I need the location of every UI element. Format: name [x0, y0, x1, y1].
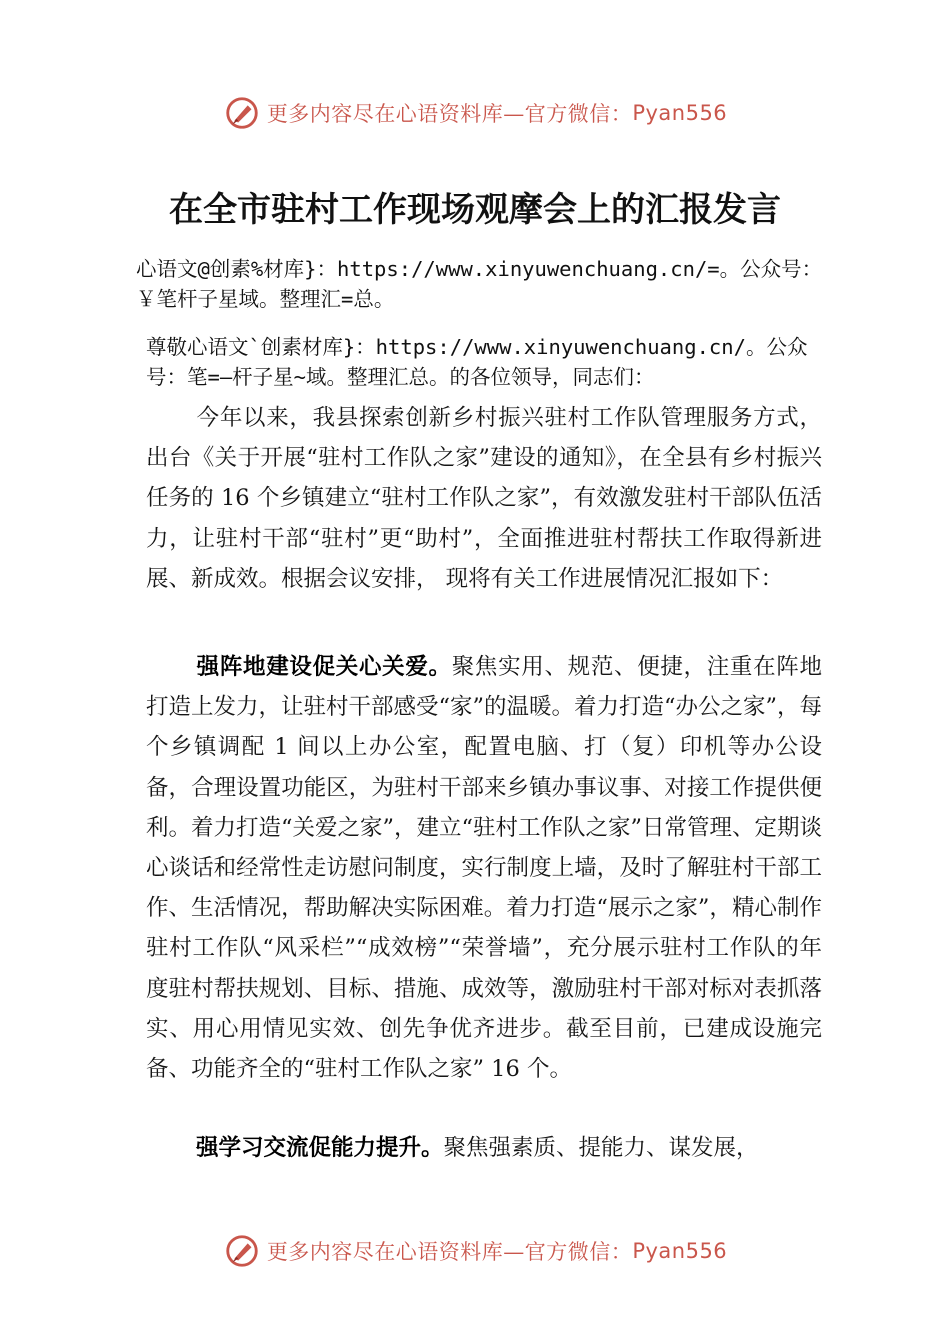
section-2-heading: 强学习交流促能力提升。 — [196, 1135, 444, 1161]
pen-nib-logo-icon — [223, 1232, 261, 1270]
section-1-body: 聚焦实用、规范、便捷，注重在阵地打造上发力，让驻村干部感受“家”的温暖。着力打造“办公之家”，每个乡镇调配 1 间以上办公室，配置电脑、打（复）印机等办公设备，合理设置功能区，为驻村干部来乡镇办事议事、对接工作提供便利。着力打造“关爱之家”，建立“驻村工作队之家”日常管理、定期谈心谈话和经常性走访慰问制度，实行制度上墙，及时了解驻村干部工作、生活情况，帮助解决实际困难。着力打造“展示之家”，精心制作驻村工作队“风采栏”“成效榜”“荣誉墙”，充分展示驻村工作队的年度驻村帮扶规划、目标、措施、成效等，激励驻村干部对标对表抓落实、用心用情见实效、创先争优齐进步。截至目前，已建成设施完备、功能齐全的“驻村工作队之家” 16 个。 — [146, 654, 823, 1083]
section-2-body: 聚焦强素质、提能力、谋发展， — [443, 1135, 759, 1161]
source-line: 心语文@创素%材库}：https://www.xinyuwenchuang.cn/=。公众号：￥笔杆子星域。整理汇=总。 — [136, 257, 823, 311]
footer-banner — [0, 1232, 950, 1270]
intro-paragraph — [146, 398, 822, 599]
banner-wechat-id: Pyan556 — [632, 101, 728, 125]
banner-text: 更多内容尽在心语资料库—官方微信： — [266, 1240, 633, 1264]
section-2-paragraph — [146, 1128, 822, 1168]
pen-nib-logo-icon — [223, 94, 261, 132]
salutation: 尊敬心语文`创素材库}：https://www.xinyuwenchuang.cn/。公众号：笔=—杆子星~域。整理汇总。的各位领导，同志们： — [146, 335, 808, 389]
header-banner — [0, 94, 950, 132]
banner-text: 更多内容尽在心语资料库—官方微信： — [266, 102, 633, 126]
section-1-heading: 强阵地建设促关心关爱。 — [196, 654, 452, 680]
document-title: 在全市驻村工作现场观摩会上的汇报发言 — [169, 190, 781, 230]
section-1-paragraph — [146, 647, 822, 1089]
banner-wechat-id: Pyan556 — [632, 1239, 728, 1263]
intro-text: 今年以来，我县探索创新乡村振兴驻村工作队管理服务方式，出台《关于开展“驻村工作队之家”建设的通知》，在全县有乡村振兴任务的 16 个乡镇建立“驻村工作队之家”，有效激发驻村干部队伍活力，让驻村干部“驻村”更“助村”，全面推进驻村帮扶工作取得新进展、新成效。根据会议安排， 现将有关工作进展情况汇报如下： — [146, 405, 822, 592]
